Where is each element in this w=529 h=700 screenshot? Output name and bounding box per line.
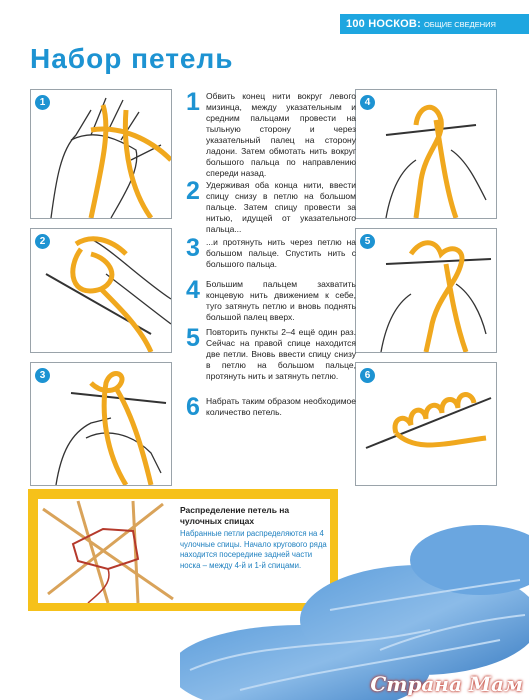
illustration-panel-6 — [355, 362, 497, 486]
hand-needle-illustration — [31, 229, 171, 352]
illustration-panel-2 — [30, 228, 172, 353]
step-number: 1 — [186, 88, 200, 116]
illustration-panel-1 — [30, 89, 172, 219]
step-4 — [186, 276, 356, 323]
illustration-panel-5 — [355, 228, 497, 353]
watermark: Страна Мам — [370, 672, 523, 696]
page-header — [340, 14, 529, 34]
step-number: 4 — [186, 276, 200, 304]
step-text: Обвить конец нити вокруг левого мизинца, между указательным и средним пальцами провести на тыльную сторону и через указательный палец на сторону ладони. Затем обмотать нить вокруг большого пальца по направлению спереди назад. — [206, 91, 356, 178]
step-number: 6 — [186, 393, 200, 421]
step-number: 3 — [186, 234, 200, 262]
section-title: ОБЩИЕ СВЕДЕНИЯ — [423, 19, 496, 29]
step-3 — [186, 234, 356, 270]
step-text: Удерживая оба конца нити, ввести спицу снизу в петлю на большом пальце. Затем спицу провести за нитью, идущей от указательного пальца... — [206, 180, 356, 234]
hand-needle-illustration — [356, 229, 496, 352]
step-number: 5 — [186, 324, 200, 352]
panel-number: 3 — [35, 368, 50, 383]
hand-illustration — [31, 90, 171, 218]
step-number: 2 — [186, 177, 200, 205]
panel-number: 4 — [360, 95, 375, 110]
info-box-text: Набранные петли распределяются на 4 чулочные спицы. Начало кругового ряда находится посередине задней части носка – между 4-й и 1-й спицами. — [180, 529, 327, 570]
panel-number: 6 — [360, 368, 375, 383]
panel-number: 5 — [360, 234, 375, 249]
book-title: 100 НОСКОВ: — [346, 18, 421, 30]
panel-number: 1 — [35, 95, 50, 110]
illustration-panel-3 — [30, 362, 172, 486]
step-text: Повторить пункты 2–4 ещё один раз. Сейчас на правой спице находится две петли. Вновь ввести спицу снизу в петлю на большом пальце, протянуть нить и затянуть петлю. — [206, 327, 356, 381]
step-text: Большим пальцем захватить концевую нить движением к себе, туго затянуть петлю и вновь поднять большой палец вверх. — [206, 279, 356, 322]
step-text: ...и протянуть нить через петлю на большом пальце. Спустить нить с большого пальца. — [206, 237, 356, 269]
hand-needle-illustration — [31, 363, 171, 485]
panel-number: 2 — [35, 234, 50, 249]
step-6 — [186, 393, 356, 421]
step-2 — [186, 177, 356, 235]
info-box-title: Распределение петель на чулочных спицах — [180, 505, 290, 526]
step-1 — [186, 88, 356, 179]
step-5 — [186, 324, 356, 382]
double-pointed-needles-illustration — [38, 499, 178, 603]
illustration-panel-4 — [355, 89, 497, 219]
cast-on-stitches-illustration — [356, 363, 496, 485]
hand-needle-illustration — [356, 90, 496, 218]
step-text: Набрать таким образом необходимое количество петель. — [206, 396, 356, 417]
page-title: Набор петель — [30, 43, 234, 74]
